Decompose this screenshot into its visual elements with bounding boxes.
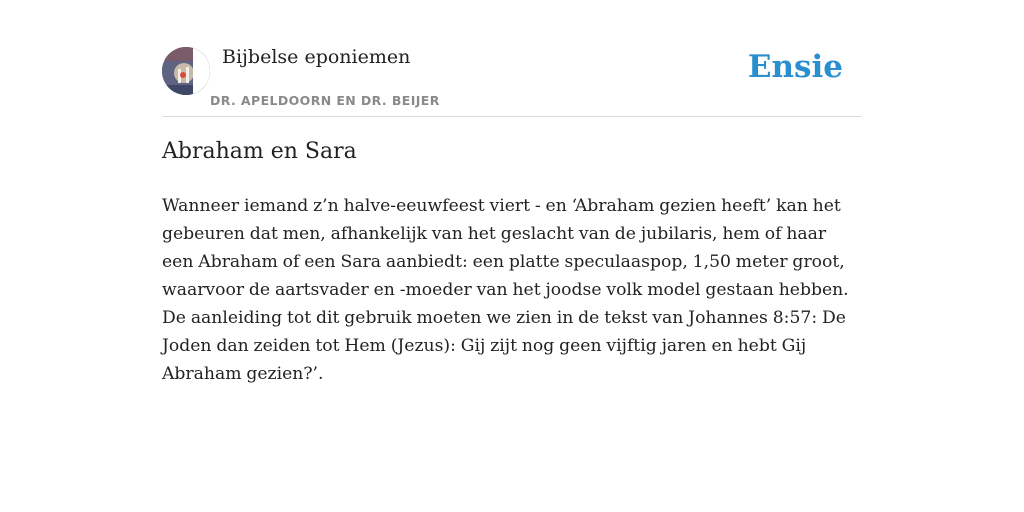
article-body: Wanneer iemand z’n halve-eeuwfeest viert - en ‘Abraham gezien heeft’ kan het gebeuren dat men, afhankelijk van het geslacht van de jubilaris, hem of haar een Abraham of een Sara aanbiedt: een platte speculaaspop, 1,50 meter groot, waarvoor de aartsvader en -moeder van het joodse volk model gestaan hebben. De aanleiding tot dit gebruik moeten we zien in de tekst van Johannes 8:57: De Joden dan zeiden tot Hem (Jezus): Gij zijt nog geen vijftig jaren en hebt Gij Abraham gezien?’.: [162, 196, 849, 384]
ensie-logo[interactable]: Ensie: [747, 49, 843, 85]
avatar-mask: [193, 47, 210, 95]
book-author[interactable]: DR. APELDOORN EN DR. BEIJER: [210, 93, 440, 108]
book-title[interactable]: Bijbelse eponiemen: [222, 46, 411, 68]
book-cover-thumbnail[interactable]: [162, 47, 210, 95]
article-title: Abraham en Sara: [162, 139, 357, 164]
header: [162, 40, 862, 117]
